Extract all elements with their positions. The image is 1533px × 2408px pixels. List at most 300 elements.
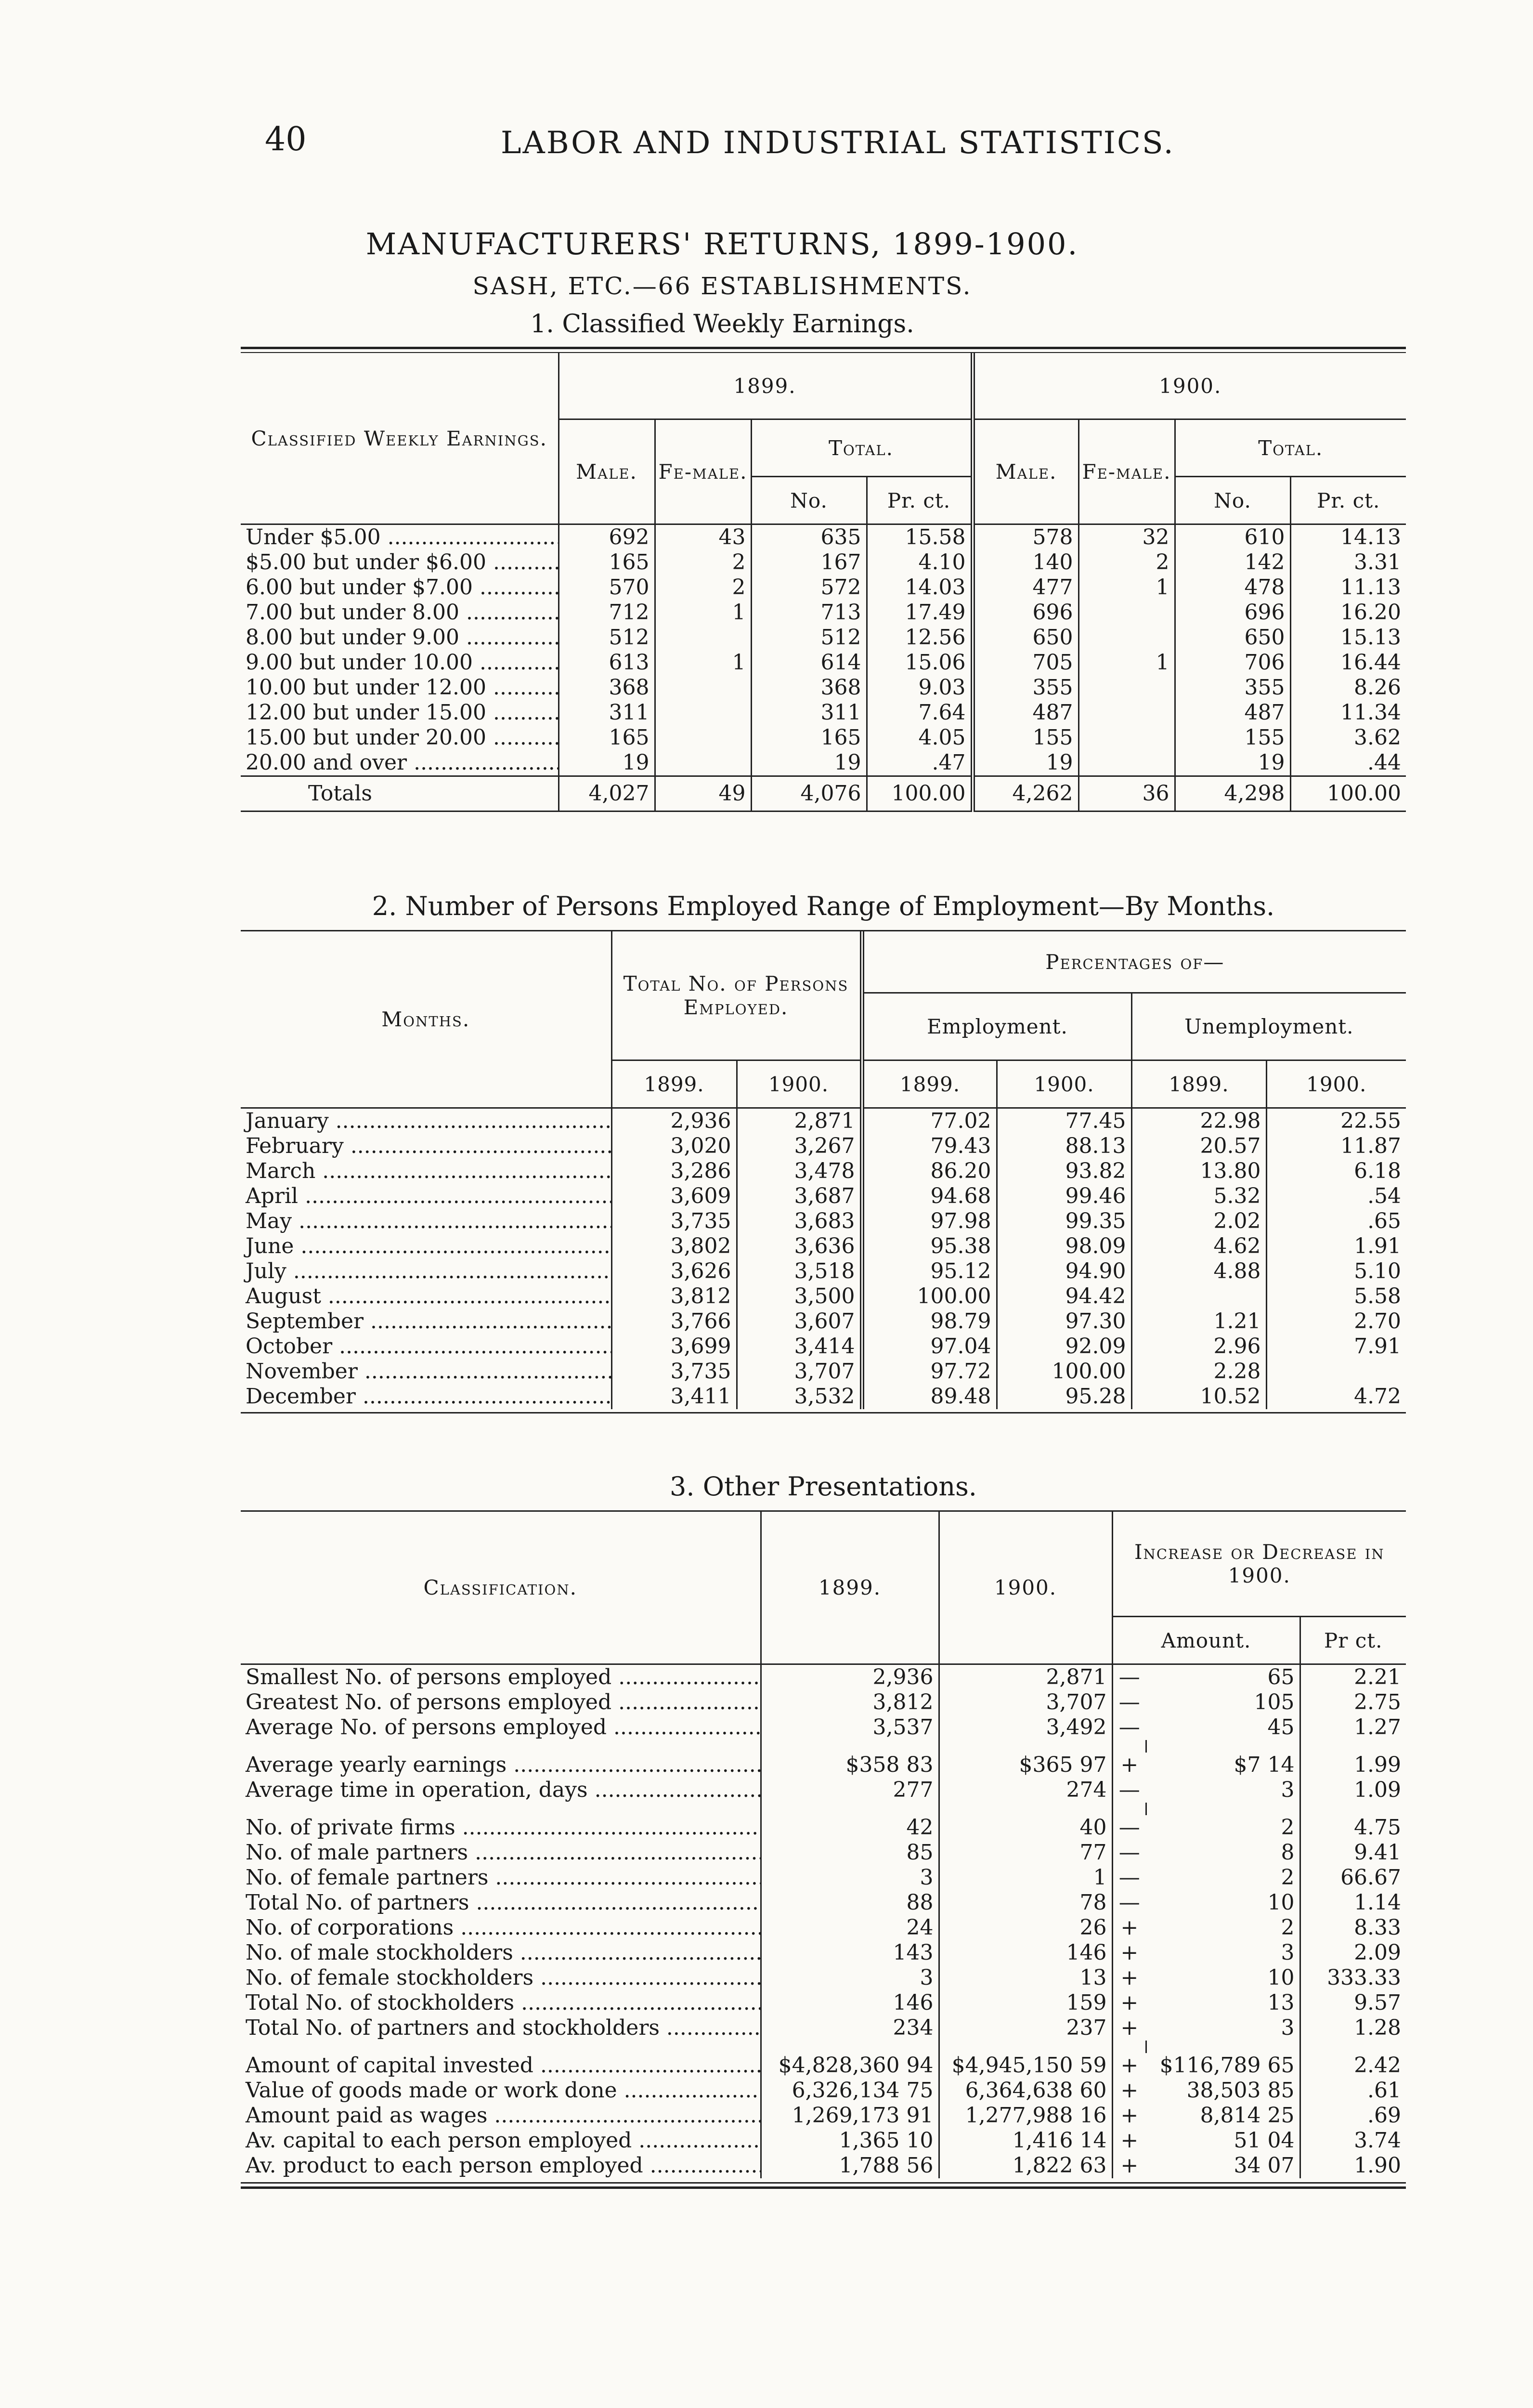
change-percent: 2.09 [1300, 1940, 1406, 1965]
spacer-cell [761, 1740, 939, 1753]
spacer-row [241, 1740, 1406, 1753]
male-header-1900: Male. [973, 419, 1078, 524]
change-amount: 3 [1281, 1778, 1295, 1802]
spacer-row [241, 2041, 1406, 2053]
total-n99: 4,076 [751, 776, 867, 811]
cell-n00: 650 [1175, 625, 1290, 650]
table-row [241, 750, 1406, 776]
cell-n00: 478 [1175, 575, 1290, 600]
value-1899: 3 [761, 1865, 939, 1890]
table-row [241, 1309, 1406, 1334]
classified-earnings-table [241, 353, 1406, 812]
month-label [241, 1108, 611, 1134]
value-1900: 3,707 [939, 1690, 1112, 1715]
table-row [241, 1284, 1406, 1309]
cell-pe00: 88.13 [997, 1134, 1131, 1159]
value-1899: 2,936 [761, 1664, 939, 1690]
page-number: 40 [265, 120, 307, 158]
main-title: MANUFACTURERS' RETURNS, 1899-1900. [365, 226, 1079, 262]
change-amount: 38,503 85 [1186, 2078, 1295, 2103]
change-amount: 2 [1281, 1915, 1295, 1940]
classification-label [241, 1815, 761, 1840]
earnings-class-label-text: 12.00 but under 15.00 ..... [246, 700, 559, 725]
month-label-text: August ..... [246, 1284, 611, 1309]
cell-n00: 706 [1175, 650, 1290, 675]
running-header [265, 120, 1252, 173]
earnings-class-label-text: 10.00 but under 12.00 ..... [246, 675, 559, 700]
cell-p99: 4.05 [867, 725, 973, 750]
cell-e99: 3,626 [611, 1259, 737, 1284]
table-row [241, 1890, 1406, 1915]
classification-header: Classification. [241, 1512, 761, 1664]
cell-f99 [655, 750, 751, 776]
table2-section [241, 891, 1406, 1413]
value-1900: 26 [939, 1915, 1112, 1940]
spacer-cell [1112, 1740, 1146, 1753]
spacer-cell [761, 2041, 939, 2053]
change-percent: 1.99 [1300, 1753, 1406, 1778]
cell-n99: 635 [751, 524, 867, 550]
table-row [241, 600, 1406, 625]
change-percent: 3.74 [1300, 2128, 1406, 2153]
cell-pu99: 5.32 [1131, 1184, 1266, 1209]
spacer-cell [1112, 2041, 1146, 2053]
change-amount: 34 07 [1234, 2153, 1295, 2178]
cell-p00: 3.31 [1290, 550, 1406, 575]
change-amount: 13 [1267, 1990, 1295, 2015]
earnings-class-label [241, 675, 559, 700]
table-row [241, 1159, 1406, 1184]
cell-pu99: 2.96 [1131, 1334, 1266, 1359]
section1-title: 1. Classified Weekly Earnings. [530, 310, 914, 339]
change-amount: $116,789 65 [1159, 2053, 1295, 2078]
year-1900-header: 1900. [973, 353, 1406, 419]
female-header-1899: Fe-male. [655, 419, 751, 524]
change-sign: + [1112, 2053, 1146, 2078]
change-amount: $7 14 [1234, 1753, 1295, 1777]
table-row [241, 2078, 1406, 2103]
earnings-class-label [241, 750, 559, 776]
month-label-text: January ..... [246, 1109, 611, 1133]
spacer-cell [241, 2041, 761, 2053]
change-amount: 2 [1281, 1865, 1295, 1890]
cell-e00: 3,267 [737, 1134, 862, 1159]
table-row [241, 2153, 1406, 2178]
earnings-class-label-text: 6.00 but under $7.00 ..... [246, 575, 559, 600]
month-label [241, 1209, 611, 1234]
cell-pu99: 20.57 [1131, 1134, 1266, 1159]
cell-e00: 2,871 [737, 1108, 862, 1134]
month-label [241, 1184, 611, 1209]
value-1899: 277 [761, 1778, 939, 1803]
change-percent: .61 [1300, 2078, 1406, 2103]
prct-header-1900: Pr. ct. [1290, 477, 1406, 524]
table1-section [241, 347, 1406, 812]
cell-m99: 613 [559, 650, 655, 675]
cell-p99: 15.58 [867, 524, 973, 550]
cell-pu99: 4.88 [1131, 1259, 1266, 1284]
earnings-class-label-text: 20.00 and over ..... [246, 750, 559, 775]
cell-f99 [655, 725, 751, 750]
classification-label [241, 1690, 761, 1715]
cell-pu99: 22.98 [1131, 1108, 1266, 1134]
classification-label-text: Average yearly earnings ..... [246, 1753, 761, 1777]
classification-label [241, 2053, 761, 2078]
cell-pu00: 1.91 [1266, 1234, 1406, 1259]
earnings-class-label-text: 8.00 but under 9.00 ..... [246, 625, 559, 650]
cell-pe99: 94.68 [862, 1184, 997, 1209]
spacer-cell [939, 2041, 1112, 2053]
classification-label-text: Av. product to each person employed ..... [246, 2153, 761, 2178]
cell-pu99: 1.21 [1131, 1309, 1266, 1334]
month-label-text: September ..... [246, 1309, 611, 1334]
earnings-class-label [241, 650, 559, 675]
change-sign: — [1112, 1865, 1146, 1890]
table3-section [241, 1471, 1406, 2189]
value-1899: $358 83 [761, 1753, 939, 1778]
spacer-cell [761, 1803, 939, 1815]
table-row [241, 1234, 1406, 1259]
total-header-1899: Total. [751, 419, 973, 477]
classification-label [241, 1965, 761, 1990]
classification-label-text: No. of female stockholders ..... [246, 1965, 761, 1990]
table-row [241, 550, 1406, 575]
cell-m00: 140 [973, 550, 1078, 575]
value-1899: 3,812 [761, 1690, 939, 1715]
cell-e99: 3,286 [611, 1159, 737, 1184]
earnings-class-label [241, 625, 559, 650]
total-f99: 49 [655, 776, 751, 811]
month-label-text: December ..... [246, 1384, 611, 1409]
cell-e00: 3,636 [737, 1234, 862, 1259]
cell-f00: 1 [1078, 650, 1175, 675]
table-row [241, 1865, 1406, 1890]
classification-label [241, 1840, 761, 1865]
change-sign: — [1112, 1778, 1146, 1803]
spacer-cell [1300, 1740, 1406, 1753]
change-percent: 2.42 [1300, 2053, 1406, 2078]
no-header-1899: No. [751, 477, 867, 524]
value-1900: 13 [939, 1965, 1112, 1990]
cell-pe00: 93.82 [997, 1159, 1131, 1184]
cell-pe99: 97.72 [862, 1359, 997, 1384]
value-1899: 143 [761, 1940, 939, 1965]
cell-pu00: 22.55 [1266, 1108, 1406, 1134]
cell-m00: 696 [973, 600, 1078, 625]
earnings-class-label [241, 700, 559, 725]
month-label [241, 1259, 611, 1284]
change-percent: 1.09 [1300, 1778, 1406, 1803]
cell-e99: 3,020 [611, 1134, 737, 1159]
table-row [241, 524, 1406, 550]
classification-label-text: Total No. of partners and stockholders ..... [246, 2015, 761, 2040]
cell-pe99: 86.20 [862, 1159, 997, 1184]
table-row [241, 2103, 1406, 2128]
spacer-cell [1146, 1740, 1300, 1753]
value-1899: 146 [761, 1990, 939, 2015]
classification-label-text: Average time in operation, days ..... [246, 1778, 761, 1802]
earnings-class-label-text: 15.00 but under 20.00 ..... [246, 725, 559, 750]
cell-pu00: 4.72 [1266, 1384, 1406, 1409]
total-f00: 36 [1078, 776, 1175, 811]
cell-e00: 3,478 [737, 1159, 862, 1184]
table-row [241, 1753, 1406, 1778]
table-row [241, 725, 1406, 750]
cell-p00: 14.13 [1290, 524, 1406, 550]
value-1900: 1 [939, 1865, 1112, 1890]
cell-p00: 11.34 [1290, 700, 1406, 725]
value-1899: 3 [761, 1965, 939, 1990]
cell-pe99: 79.43 [862, 1134, 997, 1159]
change-percent: 4.75 [1300, 1815, 1406, 1840]
cell-m00: 155 [973, 725, 1078, 750]
cell-e00: 3,687 [737, 1184, 862, 1209]
change-sign: + [1112, 1915, 1146, 1940]
month-label-text: March ..... [246, 1159, 611, 1183]
table-row [241, 1915, 1406, 1940]
cell-n00: 487 [1175, 700, 1290, 725]
spacer-cell [1146, 1803, 1300, 1815]
cell-p99: 4.10 [867, 550, 973, 575]
classification-label-text: Average No. of persons employed ..... [246, 1715, 761, 1740]
value-1900: 146 [939, 1940, 1112, 1965]
running-title: LABOR AND INDUSTRIAL STATISTICS. [501, 125, 1175, 161]
table-row [241, 1990, 1406, 2015]
cell-pe99: 97.04 [862, 1334, 997, 1359]
change-amount: 51 04 [1234, 2128, 1295, 2153]
classification-label-text: Av. capital to each person employed ..... [246, 2128, 761, 2153]
cell-pu99: 4.62 [1131, 1234, 1266, 1259]
cell-e00: 3,532 [737, 1384, 862, 1409]
cell-f00 [1078, 625, 1175, 650]
classification-label [241, 1778, 761, 1803]
cell-pu00: 6.18 [1266, 1159, 1406, 1184]
classification-label-text: Total No. of stockholders ..... [246, 1990, 761, 2015]
change-sign: — [1112, 1890, 1146, 1915]
cell-pe00: 95.28 [997, 1384, 1131, 1409]
spacer-cell [939, 1740, 1112, 1753]
value-1899: 6,326,134 75 [761, 2078, 939, 2103]
cell-pe00: 92.09 [997, 1334, 1131, 1359]
cell-f00 [1078, 600, 1175, 625]
cell-p99: 7.64 [867, 700, 973, 725]
table-row [241, 1965, 1406, 1990]
cell-e00: 3,683 [737, 1209, 862, 1234]
earnings-class-label-text: 7.00 but under 8.00 ..... [246, 600, 559, 625]
cell-f99: 43 [655, 524, 751, 550]
change-percent: 66.67 [1300, 1865, 1406, 1890]
classification-label-text: Value of goods made or work done ..... [246, 2078, 761, 2103]
classification-label [241, 2128, 761, 2153]
cell-n00: 610 [1175, 524, 1290, 550]
change-sign: + [1112, 1965, 1146, 1990]
change-percent: 9.41 [1300, 1840, 1406, 1865]
table-row [241, 575, 1406, 600]
cell-f00: 1 [1078, 575, 1175, 600]
table-row [241, 1108, 1406, 1134]
cell-n99: 713 [751, 600, 867, 625]
cell-pe00: 99.35 [997, 1209, 1131, 1234]
table-row [241, 1715, 1406, 1740]
table-row [241, 1359, 1406, 1384]
cell-f99 [655, 700, 751, 725]
month-label [241, 1334, 611, 1359]
change-sign: + [1112, 2078, 1146, 2103]
emp-1899-header: 1899. [611, 1060, 737, 1108]
cell-e99: 3,735 [611, 1209, 737, 1234]
change-percent: 333.33 [1300, 1965, 1406, 1990]
cell-f99: 1 [655, 650, 751, 675]
total-p00: 100.00 [1290, 776, 1406, 811]
cell-pe00: 98.09 [997, 1234, 1131, 1259]
month-label-text: February ..... [246, 1134, 611, 1158]
classification-label [241, 1915, 761, 1940]
cell-n99: 167 [751, 550, 867, 575]
cell-f99 [655, 625, 751, 650]
cell-m99: 368 [559, 675, 655, 700]
cell-n99: 572 [751, 575, 867, 600]
month-label-text: November ..... [246, 1359, 611, 1384]
cell-e99: 3,802 [611, 1234, 737, 1259]
change-percent: 2.21 [1300, 1664, 1406, 1690]
month-label [241, 1284, 611, 1309]
value-1899: 1,365 10 [761, 2128, 939, 2153]
change-percent: 1.14 [1300, 1890, 1406, 1915]
cell-pu99 [1131, 1284, 1266, 1309]
value-1900: 6,364,638 60 [939, 2078, 1112, 2103]
increase-decrease-header: Increase or Decrease in 1900. [1112, 1512, 1406, 1617]
table-row [241, 700, 1406, 725]
value-1899: 3,537 [761, 1715, 939, 1740]
change-amount: 8,814 25 [1200, 2103, 1295, 2128]
classification-label [241, 2103, 761, 2128]
table-row [241, 650, 1406, 675]
cell-e00: 3,707 [737, 1359, 862, 1384]
cell-pe00: 94.42 [997, 1284, 1131, 1309]
total-n00: 4,298 [1175, 776, 1290, 811]
classification-label-text: No. of female partners ..... [246, 1865, 761, 1890]
cell-f00 [1078, 675, 1175, 700]
table-row [241, 1940, 1406, 1965]
table-row [241, 1134, 1406, 1159]
change-amount: 3 [1281, 2015, 1295, 2040]
classification-label [241, 2015, 761, 2041]
table-row [241, 1184, 1406, 1209]
cell-pe00: 77.45 [997, 1108, 1131, 1134]
value-1900: 1,416 14 [939, 2128, 1112, 2153]
classification-label-text: Smallest No. of persons employed ..... [246, 1665, 761, 1689]
total-p99: 100.00 [867, 776, 973, 811]
monthly-employment-table [241, 931, 1406, 1409]
cell-m99: 19 [559, 750, 655, 776]
classification-label [241, 2078, 761, 2103]
cell-n00: 355 [1175, 675, 1290, 700]
cell-m00: 650 [973, 625, 1078, 650]
change-amount: 10 [1267, 1965, 1295, 1990]
cell-pu00: .65 [1266, 1209, 1406, 1234]
cell-f99 [655, 675, 751, 700]
employment-header: Employment. [862, 993, 1131, 1060]
change-amount: 105 [1254, 1690, 1295, 1714]
change-sign: — [1112, 1690, 1146, 1715]
month-label [241, 1159, 611, 1184]
cell-pu99: 13.80 [1131, 1159, 1266, 1184]
table-row [241, 1259, 1406, 1284]
change-percent: 2.75 [1300, 1690, 1406, 1715]
cell-m00: 355 [973, 675, 1078, 700]
value-1900: $4,945,150 59 [939, 2053, 1112, 2078]
earnings-col-header: Classified Weekly Earnings. [241, 353, 559, 524]
earnings-class-label-text: $5.00 but under $6.00 ..... [246, 550, 559, 575]
value-1899: $4,828,360 94 [761, 2053, 939, 2078]
value-1899: 88 [761, 1890, 939, 1915]
value-1900: 2,871 [939, 1664, 1112, 1690]
cell-n00: 155 [1175, 725, 1290, 750]
table-row [241, 1664, 1406, 1690]
totals-label: Totals [241, 776, 559, 811]
table-row [241, 2015, 1406, 2041]
cell-e99: 3,699 [611, 1334, 737, 1359]
value-1899: 42 [761, 1815, 939, 1840]
spacer-cell [241, 1740, 761, 1753]
cell-pu00: .54 [1266, 1184, 1406, 1209]
spacer-cell [1112, 1803, 1146, 1815]
table3-caption: 3. Other Presentations. [670, 1471, 977, 1502]
table-row [241, 1690, 1406, 1715]
title-block [241, 226, 1204, 339]
cell-pu00 [1266, 1359, 1406, 1384]
total-m00: 4,262 [973, 776, 1078, 811]
value-1900: 274 [939, 1778, 1112, 1803]
spacer-cell [939, 1803, 1112, 1815]
cell-p99: .47 [867, 750, 973, 776]
classification-label-text: No. of male partners ..... [246, 1840, 761, 1865]
cell-f00 [1078, 750, 1175, 776]
cell-e00: 3,518 [737, 1259, 862, 1284]
table-row [241, 2128, 1406, 2153]
value-1899-header: 1899. [761, 1512, 939, 1664]
cell-m99: 165 [559, 725, 655, 750]
cell-m00: 19 [973, 750, 1078, 776]
change-sign: + [1112, 2103, 1146, 2128]
cell-m99: 311 [559, 700, 655, 725]
cell-n99: 311 [751, 700, 867, 725]
cell-n99: 165 [751, 725, 867, 750]
classification-label [241, 2153, 761, 2178]
change-percent: 1.90 [1300, 2153, 1406, 2178]
cell-p00: 11.13 [1290, 575, 1406, 600]
change-amount: 10 [1267, 1890, 1295, 1915]
cell-n99: 368 [751, 675, 867, 700]
change-sign: + [1112, 2015, 1146, 2041]
change-sign: + [1112, 1940, 1146, 1965]
earnings-class-label [241, 725, 559, 750]
month-label [241, 1309, 611, 1334]
total-header-1900: Total. [1175, 419, 1406, 477]
change-amount: 45 [1267, 1715, 1295, 1740]
value-1900: $365 97 [939, 1753, 1112, 1778]
other-presentations-table [241, 1512, 1406, 2178]
cell-pe99: 77.02 [862, 1108, 997, 1134]
cell-pe99: 100.00 [862, 1284, 997, 1309]
cell-pu00: 11.87 [1266, 1134, 1406, 1159]
cell-e00: 3,607 [737, 1309, 862, 1334]
value-1899: 24 [761, 1915, 939, 1940]
table-row [241, 2053, 1406, 2078]
cell-m99: 512 [559, 625, 655, 650]
cell-pe99: 97.98 [862, 1209, 997, 1234]
classification-label [241, 1715, 761, 1740]
